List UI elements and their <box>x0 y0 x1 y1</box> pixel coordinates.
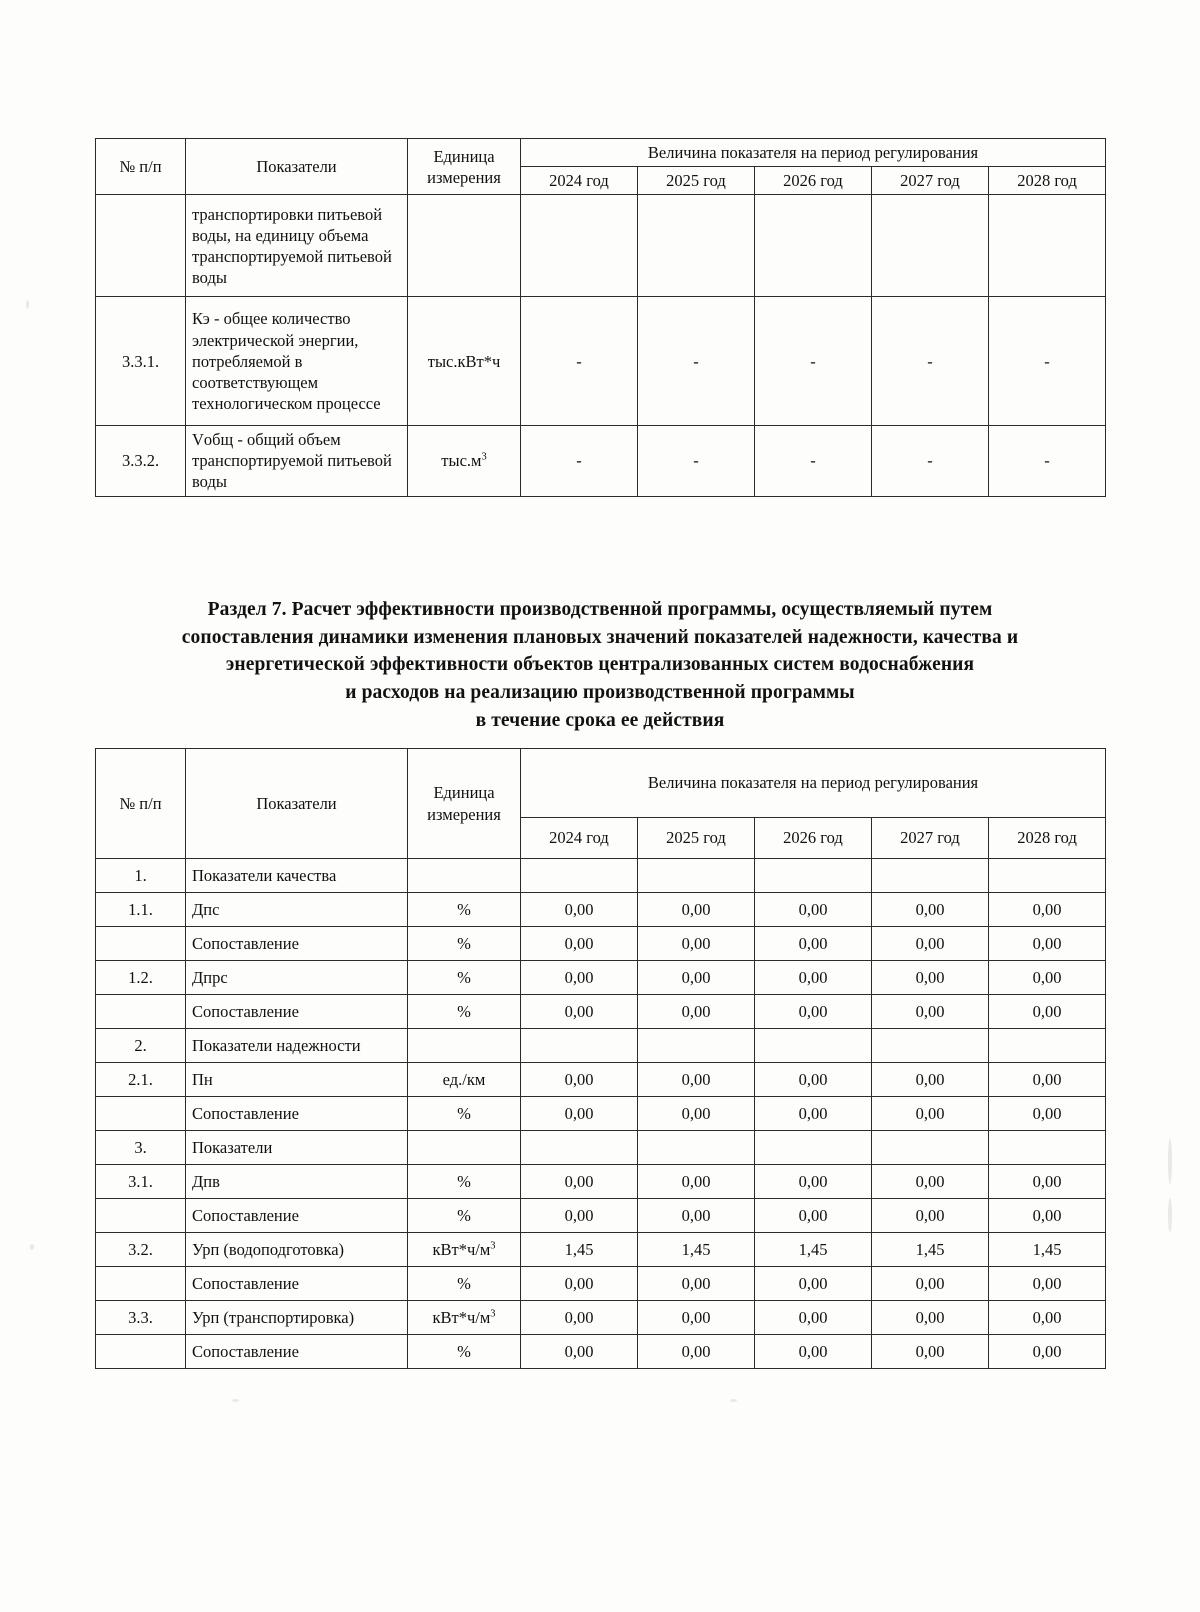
row-value-2025: 0,00 <box>638 1063 755 1097</box>
row-value-2026: 0,00 <box>755 1267 872 1301</box>
row-unit <box>408 1233 521 1267</box>
row-value-2026: 1,45 <box>755 1233 872 1267</box>
row-value-2024 <box>521 1029 638 1063</box>
row-index: 1.2. <box>96 961 186 995</box>
row-unit-text: ед./км <box>442 1069 486 1089</box>
row-index <box>96 927 186 961</box>
row-value-2027: 0,00 <box>872 1199 989 1233</box>
section-heading-line-5: в течение срока ее действия <box>475 709 725 731</box>
row-value-2027: 0,00 <box>872 1301 989 1335</box>
row-unit <box>408 893 521 927</box>
scan-artifact <box>26 300 29 309</box>
row-unit-text: % <box>457 967 471 987</box>
row-value-2028 <box>989 1029 1106 1063</box>
row-index <box>96 1097 186 1131</box>
row-value-2027 <box>872 1029 989 1063</box>
row-unit <box>408 995 521 1029</box>
row-value-2027 <box>872 859 989 893</box>
row-value-2024: - <box>521 297 638 426</box>
row-value-2024: 0,00 <box>521 1267 638 1301</box>
col-header-unit <box>408 139 521 195</box>
row-value-2027: 0,00 <box>872 1097 989 1131</box>
row-value-2025 <box>638 859 755 893</box>
row-value-2028: 0,00 <box>989 961 1106 995</box>
row-indicator: Сопоставление <box>186 1335 408 1369</box>
row-value-2025 <box>638 1029 755 1063</box>
unit-header-line-2: измерения <box>427 167 501 187</box>
row-value-2024: 0,00 <box>521 961 638 995</box>
row-unit-text: тыс.м <box>441 451 482 471</box>
row-indicator: Пн <box>186 1063 408 1097</box>
row-value-2026: 0,00 <box>755 1165 872 1199</box>
row-unit-text: % <box>457 1205 471 1225</box>
unit-header-line-1: Единица <box>433 146 495 166</box>
row-index <box>96 1335 186 1369</box>
row-unit-text: кВт*ч/м <box>432 1239 491 1259</box>
row-index: 2. <box>96 1029 186 1063</box>
col-header-year-2025: 2025 год <box>638 167 755 195</box>
table-body <box>96 195 1106 496</box>
row-value-2028: 1,45 <box>989 1233 1106 1267</box>
row-value-2027: 1,45 <box>872 1233 989 1267</box>
row-value-2027: 0,00 <box>872 1165 989 1199</box>
row-value-2027: 0,00 <box>872 927 989 961</box>
table-row <box>96 1233 1106 1267</box>
row-indicator: Сопоставление <box>186 927 408 961</box>
row-indicator: Показатели надежности <box>186 1029 408 1063</box>
col-header-unit <box>408 749 521 859</box>
row-unit <box>408 195 521 297</box>
row-value-2026: 0,00 <box>755 961 872 995</box>
row-unit: тыс.кВт*ч <box>408 297 521 426</box>
row-unit <box>408 1131 521 1165</box>
row-value-2026 <box>755 195 872 297</box>
row-value-2024: 0,00 <box>521 1301 638 1335</box>
row-value-2027: - <box>872 297 989 426</box>
scan-artifact <box>1168 1138 1172 1184</box>
col-header-year-2026: 2026 год <box>755 167 872 195</box>
row-value-2025: 0,00 <box>638 1165 755 1199</box>
row-value-2025: 0,00 <box>638 995 755 1029</box>
table-header <box>96 139 1106 195</box>
section-heading-line-1: Раздел 7. Расчет эффективности производственной программы, осуществляемый путем <box>207 599 993 620</box>
row-value-2025: 0,00 <box>638 1199 755 1233</box>
row-value-2024: 0,00 <box>521 1335 638 1369</box>
row-value-2025: 0,00 <box>638 961 755 995</box>
row-unit-text: % <box>457 1341 471 1361</box>
row-value-2024: 0,00 <box>521 1063 638 1097</box>
row-unit <box>408 426 521 496</box>
row-indicator: Сопоставление <box>186 1267 408 1301</box>
row-unit-text: % <box>457 1001 471 1021</box>
scan-artifact <box>1168 1198 1172 1232</box>
row-value-2027: 0,00 <box>872 1267 989 1301</box>
row-unit-text: % <box>457 1171 471 1191</box>
table-row <box>96 426 1106 496</box>
row-indicator: Сопоставление <box>186 995 408 1029</box>
row-index <box>96 195 186 297</box>
row-unit-text: % <box>457 1103 471 1123</box>
row-value-2028: 0,00 <box>989 927 1106 961</box>
row-value-2025: 0,00 <box>638 1267 755 1301</box>
row-value-2025: 0,00 <box>638 1097 755 1131</box>
row-value-2028: 0,00 <box>989 1267 1106 1301</box>
row-indicator: Vобщ - общий объем транспортируемой питьевой воды <box>186 426 408 496</box>
row-value-2024 <box>521 859 638 893</box>
col-header-year-2028: 2028 год <box>989 818 1106 859</box>
col-header-indicator: Показатели <box>186 139 408 195</box>
row-value-2028: - <box>989 297 1106 426</box>
row-value-2025 <box>638 1131 755 1165</box>
table-row <box>96 1267 1106 1301</box>
row-indicator: Показатели качества <box>186 859 408 893</box>
row-value-2024: 0,00 <box>521 893 638 927</box>
row-value-2026: - <box>755 426 872 496</box>
row-unit-exponent: 3 <box>490 1308 496 1320</box>
row-unit <box>408 927 521 961</box>
row-value-2028: 0,00 <box>989 1097 1106 1131</box>
row-value-2024 <box>521 1131 638 1165</box>
row-value-2025: 0,00 <box>638 1301 755 1335</box>
table-row <box>96 297 1106 426</box>
row-index: 3.2. <box>96 1233 186 1267</box>
scan-artifact <box>30 1244 34 1250</box>
row-value-2026: 0,00 <box>755 1063 872 1097</box>
row-unit <box>408 961 521 995</box>
row-value-2024: 0,00 <box>521 927 638 961</box>
row-value-2026: 0,00 <box>755 1097 872 1131</box>
row-value-2026: - <box>755 297 872 426</box>
col-header-year-2027: 2027 год <box>872 818 989 859</box>
table-header <box>96 749 1106 859</box>
table-row <box>96 859 1106 893</box>
row-value-2026 <box>755 1131 872 1165</box>
table-row <box>96 1029 1106 1063</box>
table-body <box>96 859 1106 1369</box>
row-value-2028: - <box>989 426 1106 496</box>
row-unit-text: % <box>457 1273 471 1293</box>
row-indicator: Сопоставление <box>186 1199 408 1233</box>
row-index: 3.1. <box>96 1165 186 1199</box>
row-unit <box>408 1097 521 1131</box>
section-heading-line-3: энергетической эффективности объектов централизованных систем водоснабжения <box>225 654 975 676</box>
row-value-2026 <box>755 859 872 893</box>
col-header-index: № п/п <box>96 749 186 859</box>
row-value-2027: 0,00 <box>872 995 989 1029</box>
row-indicator: Кэ - общее количество электрической энергии, потребляемой в соответствующем технологическом процессе <box>186 297 408 426</box>
table-row <box>96 893 1106 927</box>
row-value-2025: 0,00 <box>638 893 755 927</box>
table-row <box>96 195 1106 297</box>
col-header-year-2025: 2025 год <box>638 818 755 859</box>
row-value-2026: 0,00 <box>755 927 872 961</box>
row-indicator: Урп (водоподготовка) <box>186 1233 408 1267</box>
row-value-2025: 0,00 <box>638 1335 755 1369</box>
row-value-2026: 0,00 <box>755 1301 872 1335</box>
row-index: 3.3.2. <box>96 426 186 496</box>
table-row <box>96 927 1106 961</box>
col-header-indicator: Показатели <box>186 749 408 859</box>
row-index: 3.3.1. <box>96 297 186 426</box>
row-unit <box>408 1267 521 1301</box>
row-value-2024: 0,00 <box>521 995 638 1029</box>
row-index <box>96 995 186 1029</box>
row-value-2024: 0,00 <box>521 1165 638 1199</box>
row-value-2027: 0,00 <box>872 961 989 995</box>
row-index: 3.3. <box>96 1301 186 1335</box>
unit-header-line-2: измерения <box>427 804 501 824</box>
row-index <box>96 1267 186 1301</box>
row-value-2024 <box>521 195 638 297</box>
row-unit-text: кВт*ч/м <box>432 1307 491 1327</box>
row-value-2025: 0,00 <box>638 927 755 961</box>
row-value-2028: 0,00 <box>989 1199 1106 1233</box>
row-value-2026 <box>755 1029 872 1063</box>
section-heading-line-2: сопоставления динамики изменения плановых значений показателей надежности, качества и <box>181 626 1019 648</box>
row-unit-text: % <box>457 933 471 953</box>
col-header-year-2024: 2024 год <box>521 818 638 859</box>
row-unit <box>408 1165 521 1199</box>
row-value-2026: 0,00 <box>755 995 872 1029</box>
row-value-2025: - <box>638 426 755 496</box>
row-value-2028: 0,00 <box>989 1335 1106 1369</box>
row-value-2028: 0,00 <box>989 995 1106 1029</box>
row-index: 1. <box>96 859 186 893</box>
section-heading-line-4: и расходов на реализацию производственной программы <box>345 682 855 704</box>
row-value-2026: 0,00 <box>755 893 872 927</box>
row-value-2027: 0,00 <box>872 1335 989 1369</box>
row-unit <box>408 1199 521 1233</box>
row-unit-text: % <box>457 899 471 919</box>
row-value-2028: 0,00 <box>989 1063 1106 1097</box>
row-indicator: транспортировки питьевой воды, на единицу объема транспортируемой питьевой воды <box>186 195 408 297</box>
row-value-2026: 0,00 <box>755 1199 872 1233</box>
row-unit <box>408 1301 521 1335</box>
row-value-2025: 1,45 <box>638 1233 755 1267</box>
table-row <box>96 1199 1106 1233</box>
row-value-2026: 0,00 <box>755 1335 872 1369</box>
row-unit <box>408 859 521 893</box>
col-header-year-2024: 2024 год <box>521 167 638 195</box>
table-row <box>96 1335 1106 1369</box>
row-unit-exponent: 3 <box>490 1240 496 1252</box>
row-value-2028: 0,00 <box>989 893 1106 927</box>
row-value-2028 <box>989 1131 1106 1165</box>
row-value-2024: 0,00 <box>521 1097 638 1131</box>
row-indicator: Сопоставление <box>186 1097 408 1131</box>
col-header-year-2028: 2028 год <box>989 167 1106 195</box>
scan-artifact <box>730 1399 737 1402</box>
row-unit <box>408 1335 521 1369</box>
row-index <box>96 1199 186 1233</box>
section-heading <box>105 596 1095 734</box>
col-header-period-group: Величина показателя на период регулирования <box>521 139 1106 167</box>
row-unit-exponent: 3 <box>481 451 487 463</box>
row-index: 2.1. <box>96 1063 186 1097</box>
table-row <box>96 995 1106 1029</box>
col-header-period-group: Величина показателя на период регулирования <box>521 749 1106 818</box>
row-value-2024: 0,00 <box>521 1199 638 1233</box>
col-header-year-2026: 2026 год <box>755 818 872 859</box>
row-value-2024: 1,45 <box>521 1233 638 1267</box>
row-indicator: Дпрс <box>186 961 408 995</box>
row-value-2027: 0,00 <box>872 1063 989 1097</box>
row-value-2027: - <box>872 426 989 496</box>
row-indicator: Показатели <box>186 1131 408 1165</box>
table-row <box>96 1131 1106 1165</box>
row-unit <box>408 1063 521 1097</box>
row-value-2025 <box>638 195 755 297</box>
col-header-year-2027: 2027 год <box>872 167 989 195</box>
row-value-2024: - <box>521 426 638 496</box>
row-index: 3. <box>96 1131 186 1165</box>
row-value-2028: 0,00 <box>989 1165 1106 1199</box>
table-row <box>96 961 1106 995</box>
table-header-row-1 <box>96 749 1106 818</box>
unit-header-line-1: Единица <box>433 783 495 803</box>
row-value-2028 <box>989 195 1106 297</box>
table-row <box>96 1165 1106 1199</box>
efficiency-table <box>95 748 1106 1369</box>
row-value-2028 <box>989 859 1106 893</box>
row-value-2027: 0,00 <box>872 893 989 927</box>
row-value-2027 <box>872 195 989 297</box>
table-row <box>96 1063 1106 1097</box>
row-value-2025: - <box>638 297 755 426</box>
row-value-2028: 0,00 <box>989 1301 1106 1335</box>
row-indicator: Дпв <box>186 1165 408 1199</box>
row-index: 1.1. <box>96 893 186 927</box>
table-row <box>96 1301 1106 1335</box>
row-unit <box>408 1029 521 1063</box>
table-row <box>96 1097 1106 1131</box>
table-header-row-1 <box>96 139 1106 167</box>
row-indicator: Урп (транспортировка) <box>186 1301 408 1335</box>
row-indicator: Дпс <box>186 893 408 927</box>
indicators-continuation-table <box>95 138 1106 497</box>
col-header-index: № п/п <box>96 139 186 195</box>
scan-artifact <box>232 1399 239 1402</box>
row-value-2027 <box>872 1131 989 1165</box>
